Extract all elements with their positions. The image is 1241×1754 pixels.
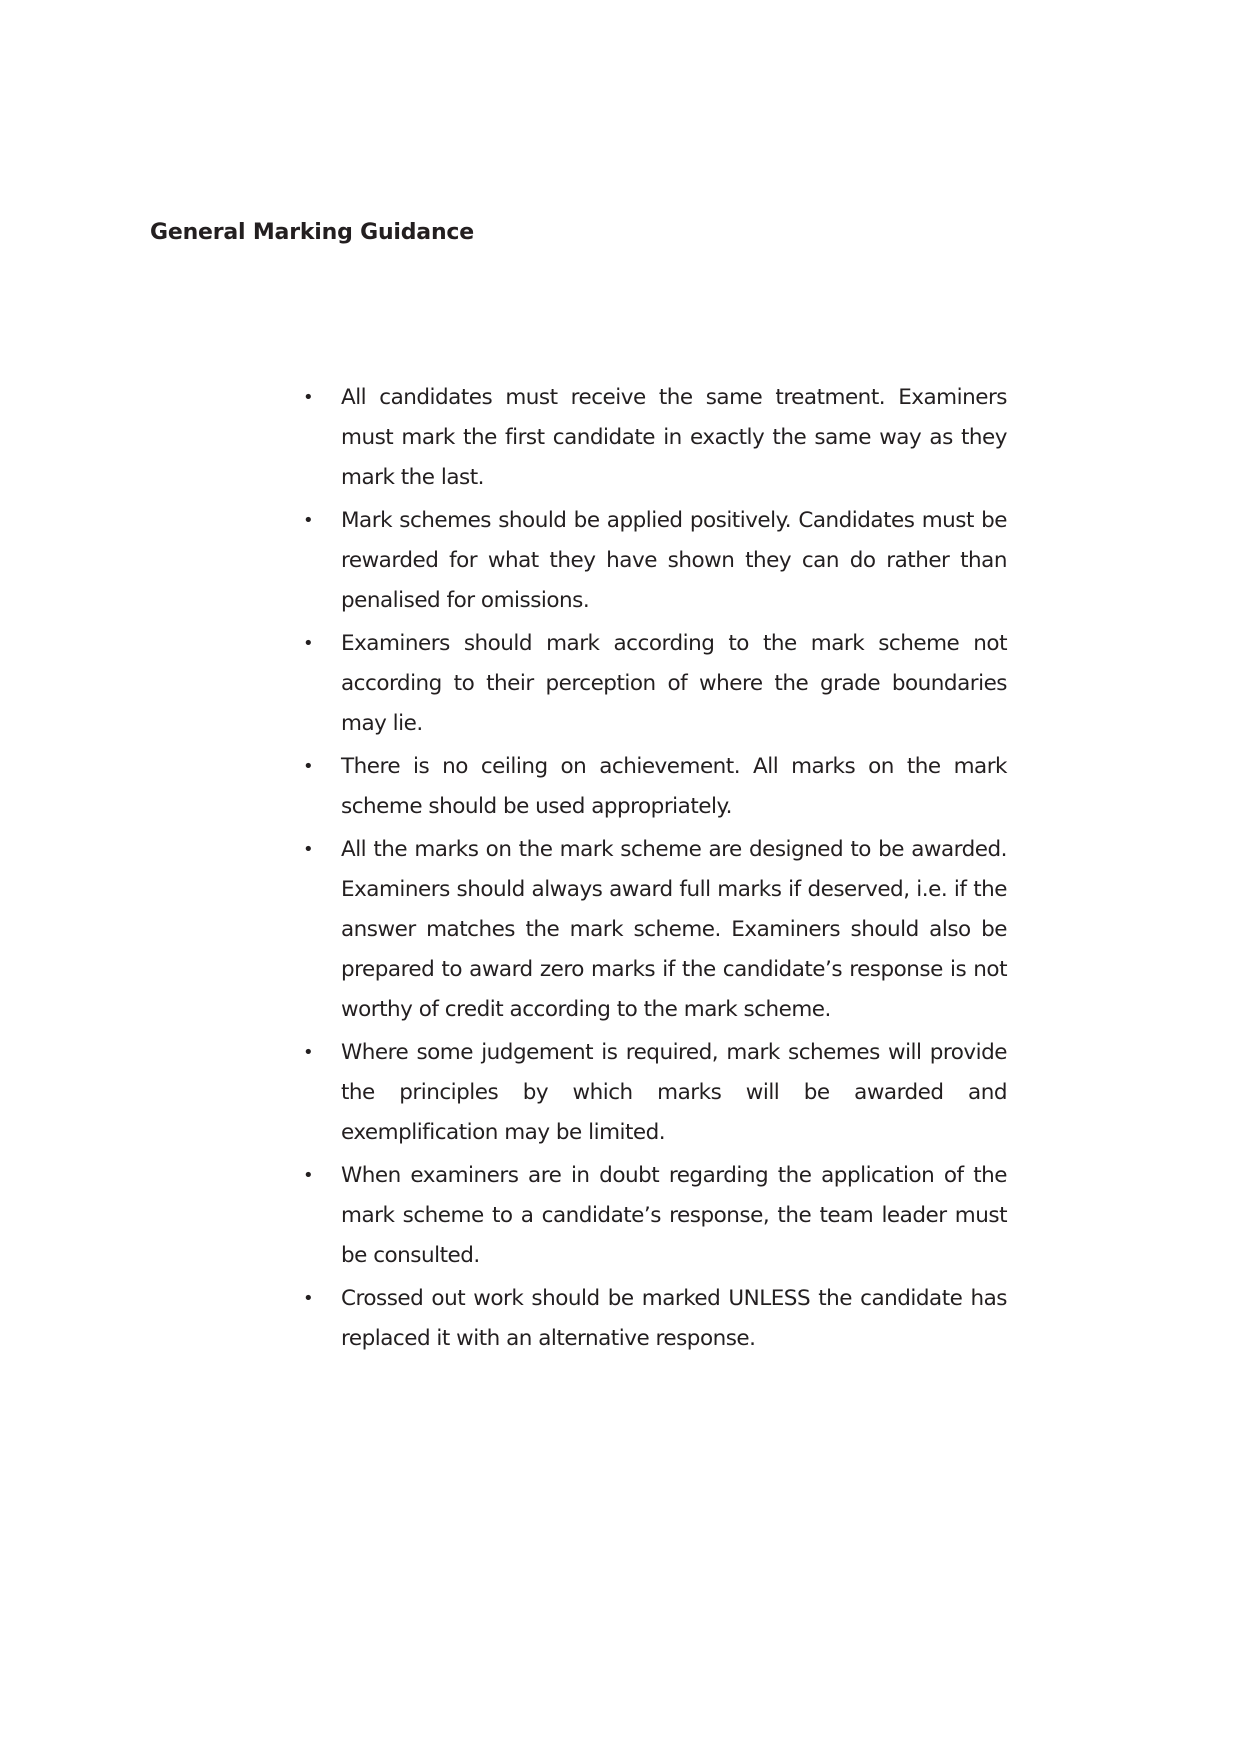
guidance-list xyxy=(303,378,1007,1362)
page-title: General Marking Guidance xyxy=(150,220,474,245)
list-item-text: Where some judgement is required, mark schemes will provide the principles by which marks will be awarded and exemplification may be limited. xyxy=(341,1040,1007,1145)
list-item xyxy=(303,501,1007,621)
list-item xyxy=(303,1033,1007,1153)
list-item xyxy=(303,624,1007,744)
bullet-icon: • xyxy=(303,510,314,531)
list-item xyxy=(303,830,1007,1030)
list-item-text: There is no ceiling on achievement. All marks on the mark scheme should be used appropriately. xyxy=(341,754,1007,819)
list-item-text: Crossed out work should be marked UNLESS the candidate has replaced it with an alternative response. xyxy=(341,1286,1007,1351)
list-item-text: Mark schemes should be applied positively. Candidates must be rewarded for what they have shown they can do rather than penalised for omissions. xyxy=(341,508,1007,613)
bullet-icon: • xyxy=(303,1165,314,1186)
bullet-icon: • xyxy=(303,839,314,860)
list-item-text: When examiners are in doubt regarding the application of the mark scheme to a candidate’s response, the team leader must be consulted. xyxy=(341,1163,1007,1268)
bullet-icon: • xyxy=(303,756,314,777)
bullet-icon: • xyxy=(303,633,314,654)
bullet-icon: • xyxy=(303,1288,314,1309)
list-item xyxy=(303,747,1007,827)
bullet-icon: • xyxy=(303,387,314,408)
bullet-icon: • xyxy=(303,1042,314,1063)
list-item xyxy=(303,1156,1007,1276)
list-item-text: Examiners should mark according to the mark scheme not according to their perception of where the grade boundaries may lie. xyxy=(341,631,1007,736)
list-item-text: All candidates must receive the same treatment. Examiners must mark the first candidate in exactly the same way as they mark the last. xyxy=(341,385,1007,490)
list-item xyxy=(303,378,1007,498)
list-item xyxy=(303,1279,1007,1359)
list-item-text: All the marks on the mark scheme are designed to be awarded. Examiners should always award full marks if deserved, i.e. if the answer matches the mark scheme. Examiners should also be prepared to award zero marks if the candidate’s response is not worthy of credit according to the mark scheme. xyxy=(341,837,1007,1022)
